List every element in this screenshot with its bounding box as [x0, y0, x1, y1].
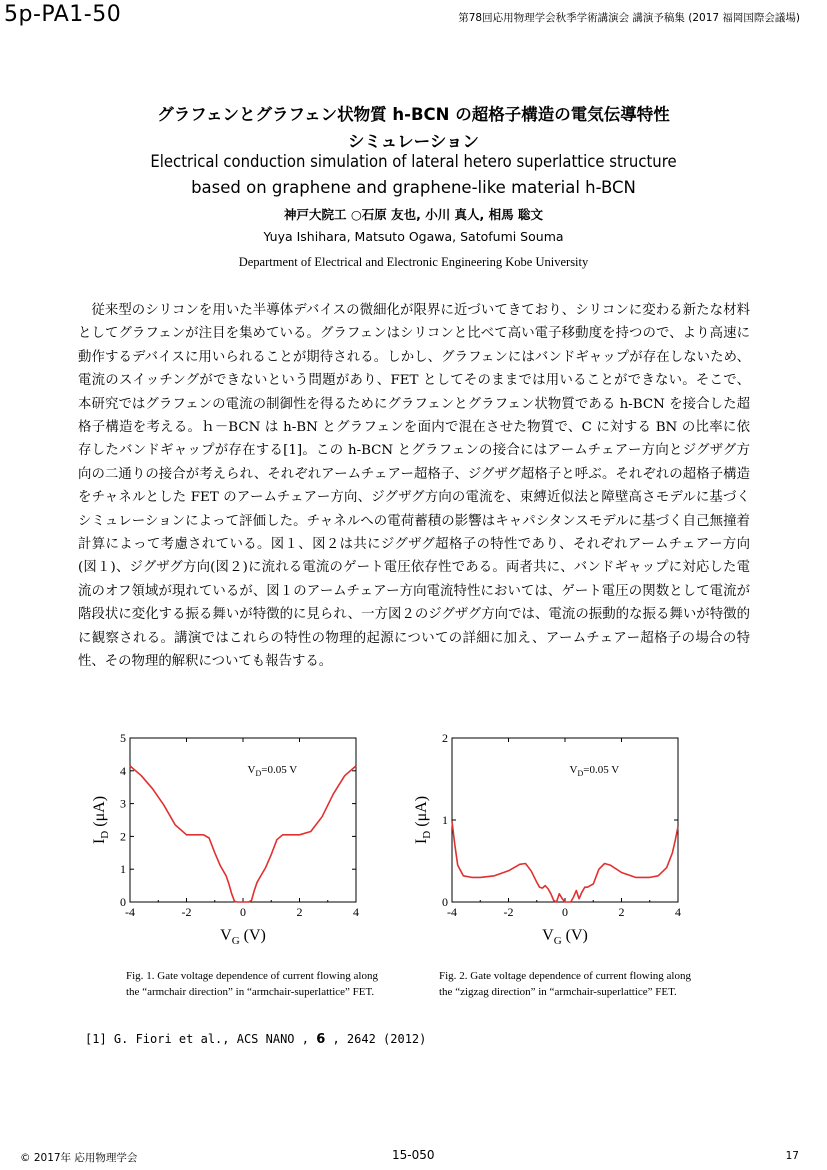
fig2-series-line — [452, 822, 678, 902]
fig1-y-tick-label: 4 — [120, 763, 126, 778]
fig1-annotation-main: V — [247, 764, 256, 776]
fig1-annotation-value: =0.05 V — [261, 764, 298, 776]
fig1-y-label-main: I — [91, 838, 108, 845]
fig1-plot-group — [91, 731, 359, 947]
fig2-plot-group — [413, 731, 681, 947]
figure-2-caption: Fig. 2. Gate voltage dependence of current flowing along the “zigzag direction” in “armchair-superlattice” FET. — [439, 970, 691, 998]
fig2-annotation-value: =0.05 V — [583, 764, 620, 776]
conference-header: 第78回応用物理学会秋季学術講演会 講演予稿集 (2017 福岡国際会議場) — [458, 12, 800, 24]
fig1-x-tick-label: 0 — [240, 905, 246, 919]
fig1-y-tick-label: 1 — [120, 862, 126, 877]
footer-paper-number: 15-050 — [392, 1148, 435, 1162]
fig1-y-tick-label: 0 — [120, 895, 126, 909]
fig1-y-tick-label: 5 — [120, 731, 126, 745]
fig1-y-axis-label — [91, 796, 111, 844]
figure-2-chart — [404, 728, 704, 948]
fig1-x-axis-label — [220, 927, 266, 947]
fig1-y-label-unit: (μA) — [91, 795, 108, 831]
affiliation: Department of Electrical and Electronic Engineering Kobe University — [238, 255, 589, 269]
fig2-x-tick-label: -2 — [503, 905, 514, 919]
fig2-y-label-main: I — [413, 838, 430, 845]
fig1-annotation-sub: D — [255, 769, 262, 778]
fig1-x-label-sub: G — [231, 935, 240, 947]
fig2-y-tick-label: 1 — [442, 813, 448, 827]
authors-english: Yuya Ishihara, Matsuto Ogawa, Satofumi Souma — [263, 229, 564, 244]
fig1-x-label-unit: (V) — [239, 927, 266, 944]
fig2-annotation — [570, 764, 620, 778]
fig2-x-label-sub: G — [553, 935, 562, 947]
fig1-y-label-sub: D — [99, 830, 111, 839]
fig1-y-tick-label: 2 — [120, 829, 126, 844]
fig1-series-line — [130, 766, 356, 902]
fig2-annotation-main: V — [569, 764, 578, 776]
fig2-y-tick-label: 2 — [442, 731, 448, 745]
reference-prefix: [1] G. Fiori et al., ACS NANO , — [85, 1032, 317, 1046]
reference — [85, 1032, 426, 1047]
fig2-x-label-main: V — [542, 927, 554, 944]
figure-1-caption: Fig. 1. Gate voltage dependence of current flowing along the “armchair direction” in “armchair-superlattice” FET. — [126, 970, 378, 998]
fig2-y-label-unit: (μA) — [413, 795, 430, 831]
fig2-annotation-sub: D — [577, 769, 584, 778]
footer-page-number: 17 — [785, 1150, 799, 1162]
title-japanese-line1: グラフェンとグラフェン状物質 h-BCN の超格子構造の電気伝導特性 — [157, 105, 670, 124]
fig2-x-tick-label: 4 — [675, 905, 681, 919]
fig1-y-tick-label: 3 — [120, 796, 126, 811]
fig1-x-tick-label: 4 — [353, 905, 359, 919]
title-english-line2: based on graphene and graphene-like material h-BCN — [191, 178, 636, 197]
title-english-line1: Electrical conduction simulation of lateral hetero superlattice structure — [150, 152, 677, 171]
reference-volume: 6 — [316, 1032, 326, 1047]
fig2-y-label-sub: D — [421, 830, 433, 839]
fig1-x-tick-label: -2 — [181, 905, 192, 919]
fig2-x-tick-label: 2 — [618, 905, 625, 919]
authors-japanese: 神戸大院工 ○石原 友也, 小川 真人, 相馬 聡文 — [283, 207, 544, 222]
fig2-x-tick-label: 0 — [562, 905, 568, 919]
abstract-body: 従来型のシリコンを用いた半導体デバイスの微細化が限界に近づいてきており、シリコンに変わる新たな材料としてグラフェンが注目を集めている。グラフェンはシリコンと比べて高い電子移動度を持つので、より高速に動作するデバイスに用いられることが期待される。しかし、グラフェンにはバンドギャップが存在しないため、電流のスイッチングができないという問題があり、FET としてそのままでは用いることができない。そこで、本研究ではグラフェンの電流の制御性を得るためにグラフェンとグラフェン状物質である h-BCN を接合した超格子構造を考える。ｈ－BCN は h-BN とグラフェンを面内で混在させた物質で、C に対する BN の比率に依存したバンドギャップが存在する[1]。この h-BCN とグラフェンの接合にはアームチェアー方向とジグザグ方向の二通りの接合が考えられ、それぞれアームチェアー超格子、ジグザグ超格子と呼ぶ。それぞれの超格子構造をチャネルとした FET のアームチェアー方向、ジグザグ方向の電流を、束縛近似法と障壁高さモデルに基づくシミュレーションによって評価した。チャネルへの電荷蓄積の影響はキャパシタンスモデルに基づく自己無撞着計算によって考慮されている。図１、図２は共にジグザグ超格子の特性であり、それぞれアームチェアー方向(図１)、ジグザグ方向(図２)に流れる電流のゲート電圧依存性である。両者共に、バンドギャップに対応した電流のオフ領域が現れているが、図１のアームチェアー方向電流特性においては、ゲート電圧の関数として電流が階段状に変化する振る舞いが特徴的に見られ、一方図２のジグザグ方向では、電流の振動的な振る舞いが特徴的に観察される。講演ではこれらの特性の物理的起源についての詳細に加え、アームチェアー超格子の場合の特性、その物理的解釈についても報告する。 — [78, 303, 750, 670]
fig2-y-tick-label: 0 — [442, 895, 448, 909]
fig2-x-axis-label — [542, 927, 588, 947]
figure-1-chart — [82, 728, 382, 948]
fig1-x-tick-label: 2 — [296, 905, 303, 919]
fig1-x-label-main: V — [220, 927, 232, 944]
reference-suffix: , 2642 (2012) — [325, 1032, 427, 1046]
fig2-y-axis-label — [413, 796, 433, 844]
fig1-annotation — [248, 764, 298, 778]
fig1-plot-frame — [130, 738, 356, 902]
title-japanese-line2: シミュレーション — [347, 132, 479, 151]
fig2-x-tick-label: -4 — [447, 905, 457, 919]
fig2-x-label-unit: (V) — [561, 927, 588, 944]
footer-copyright: © 2017年 応用物理学会 — [20, 1152, 138, 1164]
fig1-x-tick-label: -4 — [125, 905, 135, 919]
paper-id: 5p-PA1-50 — [4, 2, 122, 27]
